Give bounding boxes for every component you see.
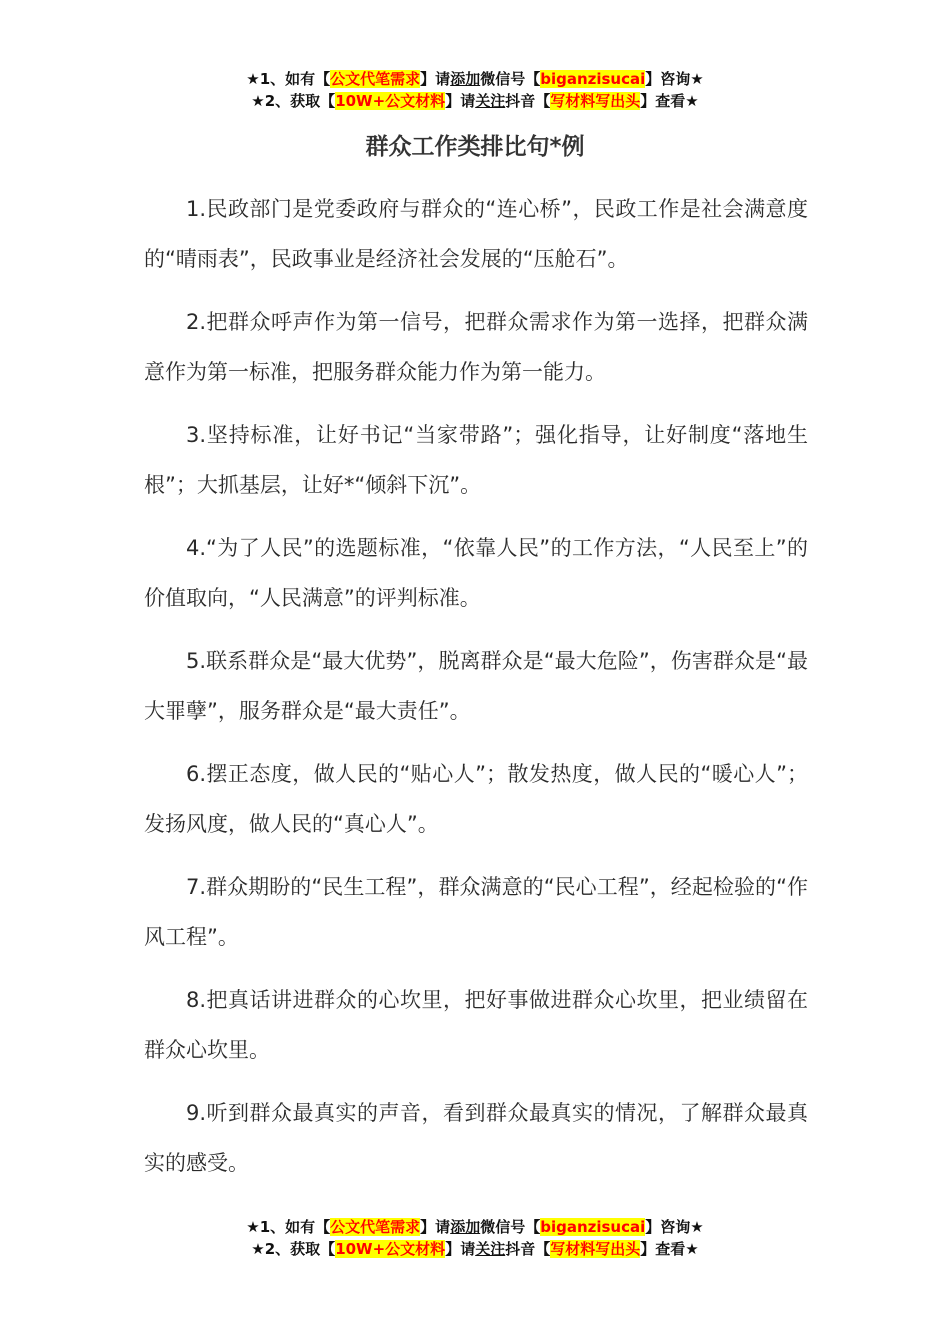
banner-text: ★1、如有【 [246, 1218, 331, 1236]
banner-underline: 添加 [450, 70, 481, 88]
paragraph: 2.把群众呼声作为第一信号，把群众需求作为第一选择，把群众满意作为第一标准，把服务群众能力作为第一能力。 [144, 310, 808, 384]
banner-text: 】请 [445, 1240, 476, 1258]
banner-text: 】查看★ [640, 1240, 699, 1258]
banner-highlight: biganzisucai [540, 70, 646, 88]
paragraph: 1.民政部门是党委政府与群众的“连心桥”，民政工作是社会满意度的“晴雨表”，民政事业是经济社会发展的“压舱石”。 [144, 197, 808, 271]
banner-text: 微信号【 [480, 70, 541, 88]
paragraph: 3.坚持标准，让好书记“当家带路”；强化指导，让好制度“落地生根”；大抓基层，让好*“倾斜下沉”。 [144, 423, 808, 497]
header-banner [0, 68, 950, 112]
banner-highlight: 公文代笔需求 [330, 1218, 421, 1236]
banner-underline: 关注 [475, 1240, 506, 1258]
banner-text: 】请 [420, 1218, 451, 1236]
banner-highlight: biganzisucai [540, 1218, 646, 1236]
banner-text: 微信号【 [480, 1218, 541, 1236]
banner-highlight: 10W+公文材料 [335, 1240, 446, 1258]
paragraph: 5.联系群众是“最大优势”，脱离群众是“最大危险”，伤害群众是“最大罪孽”，服务群众是“最大责任”。 [144, 649, 808, 723]
banner-text: 】查看★ [640, 92, 699, 110]
banner-text: 抖音【 [505, 1240, 551, 1258]
document-body [144, 184, 808, 1201]
banner-text: 】咨询★ [645, 1218, 704, 1236]
banner-underline: 添加 [450, 1218, 481, 1236]
banner-highlight: 写材料写出头 [550, 92, 641, 110]
banner-text: 】请 [420, 70, 451, 88]
banner-highlight: 10W+公文材料 [335, 92, 446, 110]
page-title: 群众工作类排比句*例 [365, 134, 585, 160]
paragraph: 4.“为了人民”的选题标准，“依靠人民”的工作方法，“人民至上”的价值取向，“人民满意”的评判标准。 [144, 536, 808, 610]
banner-highlight: 写材料写出头 [550, 1240, 641, 1258]
banner-line-2 [0, 90, 950, 112]
banner-text: ★1、如有【 [246, 70, 331, 88]
paragraph: 6.摆正态度，做人民的“贴心人”；散发热度，做人民的“暖心人”；发扬风度，做人民的“真心人”。 [144, 762, 808, 836]
paragraph: 8.把真话讲进群众的心坎里，把好事做进群众心坎里，把业绩留在群众心坎里。 [144, 988, 808, 1062]
banner-line-1 [0, 1216, 950, 1238]
banner-line-1 [0, 68, 950, 90]
banner-underline: 关注 [475, 92, 506, 110]
banner-text: ★2、获取【 [251, 1240, 336, 1258]
banner-text: 抖音【 [505, 92, 551, 110]
paragraph: 9.听到群众最真实的声音，看到群众最真实的情况，了解群众最真实的感受。 [144, 1101, 808, 1175]
banner-highlight: 公文代笔需求 [330, 70, 421, 88]
banner-text: 】咨询★ [645, 70, 704, 88]
footer-banner [0, 1216, 950, 1260]
banner-text: ★2、获取【 [251, 92, 336, 110]
paragraph: 7.群众期盼的“民生工程”，群众满意的“民心工程”，经起检验的“作风工程”。 [144, 875, 808, 949]
banner-text: 】请 [445, 92, 476, 110]
banner-line-2 [0, 1238, 950, 1260]
